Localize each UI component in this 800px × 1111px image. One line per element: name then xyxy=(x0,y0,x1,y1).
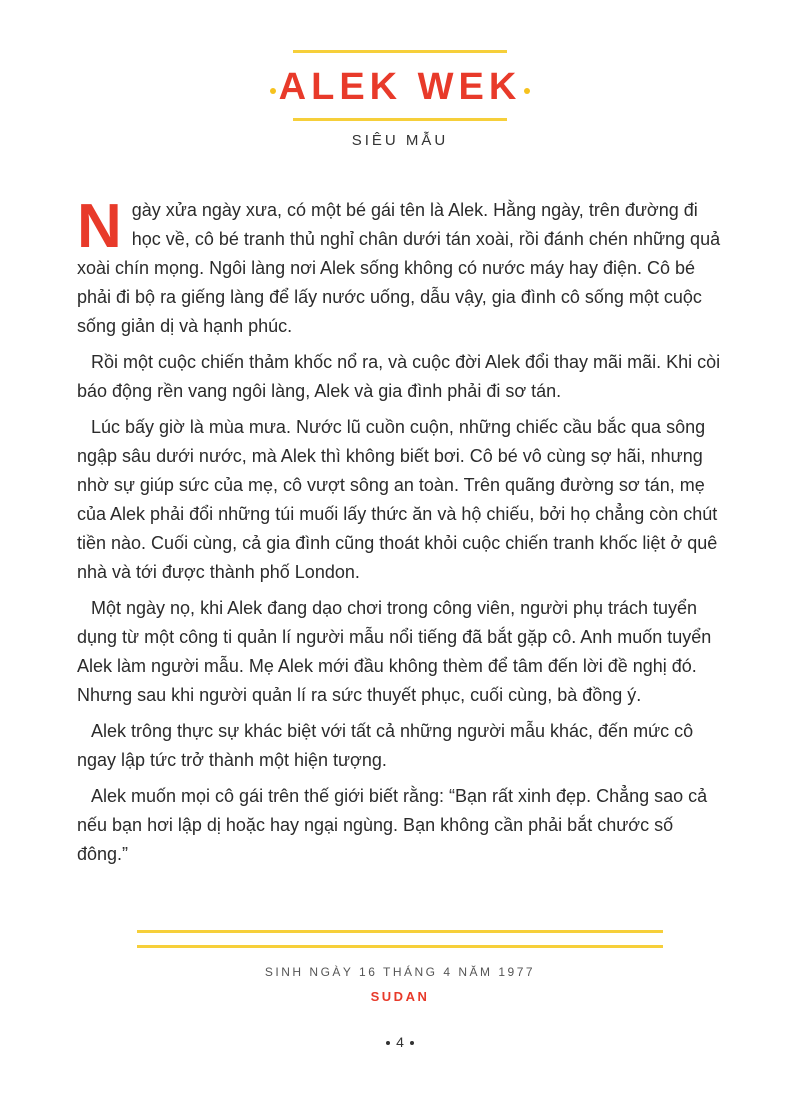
story-paragraph: Lúc bấy giờ là mùa mưa. Nước lũ cuồn cuộn, những chiếc cầu bắc qua sông ngập sâu dưới nước, mà Alek thì không biết bơi. Cô bé vô cùng sợ hãi, nhưng nhờ sự giúp sức của mẹ, cô vượt sông an toàn. Trên quãng đường sơ tán, mẹ của Alek phải đổi những túi muối lấy thức ăn và hộ chiếu, bởi họ chẳng còn chút tiền nào. Cuối cùng, cả gia đình cũng thoát khỏi cuộc chiến tranh khốc liệt ở quê nhà và tới được thành phố London. xyxy=(77,417,718,582)
story-paragraph-1-text: gày xửa ngày xưa, có một bé gái tên là Alek. Hằng ngày, trên đường đi học về, cô bé tranh thủ nghỉ chân dưới tán xoài, rồi đánh chén những quả xoài chín mọng. Ngôi làng nơi Alek sống không có nước máy hay điện. Cô bé phải đi bộ ra giếng làng để lấy nước uống, dẫu vậy, gia đình cô sống một cuộc sống giản dị và hạnh phúc. xyxy=(77,200,721,336)
header-rule-bottom xyxy=(293,118,507,121)
page-number-dot-left xyxy=(386,1041,390,1045)
story-paragraph-1 xyxy=(77,192,727,341)
page-number-dot-right xyxy=(410,1041,414,1045)
page-subtitle: SIÊU MẪU xyxy=(351,132,449,149)
story-paragraph: Alek trông thực sự khác biệt với tất cả những người mẫu khác, đến mức cô ngay lập tức trở thành một hiện tượng. xyxy=(77,721,694,770)
birth-country: SUDAN xyxy=(370,989,430,1004)
page-title: ALEK WEK xyxy=(278,66,522,108)
page-number xyxy=(0,1034,800,1050)
story-paragraph: Rồi một cuộc chiến thảm khốc nổ ra, và cuộc đời Alek đổi thay mãi mãi. Khi còi báo động rền vang ngôi làng, Alek và gia đình phải đi sơ tán. xyxy=(77,352,721,401)
footer-rule-top xyxy=(137,930,663,933)
header-rule-top xyxy=(293,50,507,53)
story-body xyxy=(77,192,727,876)
footer-rule-bottom xyxy=(137,945,663,948)
story-paragraph: Alek muốn mọi cô gái trên thế giới biết rằng: “Bạn rất xinh đẹp. Chẳng sao cả nếu bạn hơi lập dị hoặc hay ngại ngùng. Bạn không cần phải bắt chước số đông.” xyxy=(77,786,708,864)
birth-date: SINH NGÀY 16 THÁNG 4 NĂM 1977 xyxy=(264,965,536,979)
page-number-value: 4 xyxy=(396,1034,404,1050)
drop-cap: N xyxy=(77,192,122,261)
story-paragraph: Một ngày nọ, khi Alek đang dạo chơi trong công viên, người phụ trách tuyển dụng từ một công ti quản lí người mẫu nổi tiếng đã bắt gặp cô. Anh muốn tuyển Alek làm người mẫu. Mẹ Alek mới đầu không thèm để tâm đến lời đề nghị đó. Nhưng sau khi người quản lí ra sức thuyết phục, cuối cùng, bà đồng ý. xyxy=(77,598,712,705)
